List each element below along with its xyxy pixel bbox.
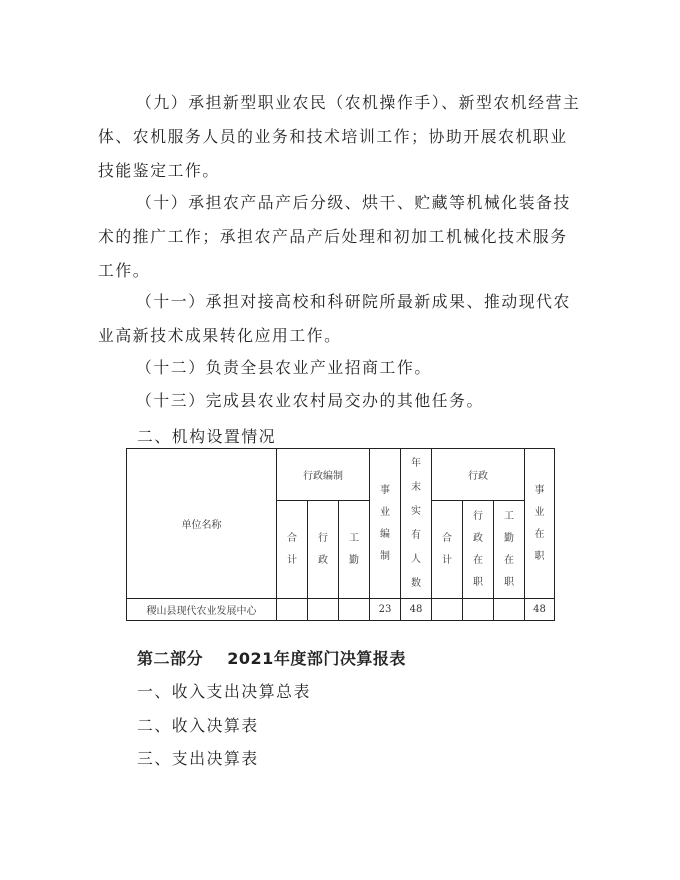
header-career-serving: 事业在职 (525, 449, 555, 599)
paragraph-13: （十三）完成县农业农村局交办的其他任务。 (136, 391, 484, 410)
cell-worker-serving (494, 599, 525, 621)
header-year-end-actual: 年末实有人数 (401, 449, 432, 599)
table-row (127, 599, 555, 621)
header-career-staffing: 事业编制 (370, 449, 401, 599)
section-title: 二、机构设置情况 (137, 427, 277, 446)
header-total-2: 合计 (432, 501, 463, 599)
header-worker: 工勤 (339, 501, 370, 599)
list-item-3: 三、支出决算表 (137, 749, 259, 768)
list-item-1: 一、收入支出决算总表 (137, 682, 311, 701)
cell-total-2 (432, 599, 463, 621)
cell-total (277, 599, 308, 621)
cell-year-end: 48 (401, 599, 432, 621)
header-admin-group: 行政 (432, 449, 525, 501)
header-total: 合计 (277, 501, 308, 599)
cell-career-serving: 48 (525, 599, 555, 621)
paragraph-12: （十二）负责全县农业产业招商工作。 (136, 358, 432, 377)
cell-unit: 稷山县现代农业发展中心 (127, 599, 277, 621)
header-unit-name: 单位名称 (127, 449, 277, 599)
cell-career-staffing: 23 (370, 599, 401, 621)
part-two-title: 第二部分 2021年度部门决算报表 (137, 649, 406, 668)
header-admin-serving: 行政在职 (463, 501, 494, 599)
org-setup-table (126, 448, 555, 621)
header-worker-serving: 工勤在职 (494, 501, 525, 599)
paragraph-9: （九）承担新型职业农民（农机操作手）、新型农机经营主体、农机服务人员的业务和技术培训工作；协助开展农机职业技能鉴定工作。 (98, 93, 581, 180)
paragraph-10: （十）承担农产品产后分级、烘干、贮藏等机械化装备技术的推广工作；承担农产品产后处理和初加工机械化技术服务工作。 (98, 193, 571, 280)
cell-admin (308, 599, 339, 621)
header-admin-staffing: 行政编制 (277, 449, 370, 501)
cell-admin-serving (463, 599, 494, 621)
paragraph-11: （十一）承担对接高校和科研院所最新成果、推动现代农业高新技术成果转化应用工作。 (98, 292, 571, 345)
header-admin: 行政 (308, 501, 339, 599)
cell-worker (339, 599, 370, 621)
list-item-2: 二、收入决算表 (137, 716, 259, 735)
